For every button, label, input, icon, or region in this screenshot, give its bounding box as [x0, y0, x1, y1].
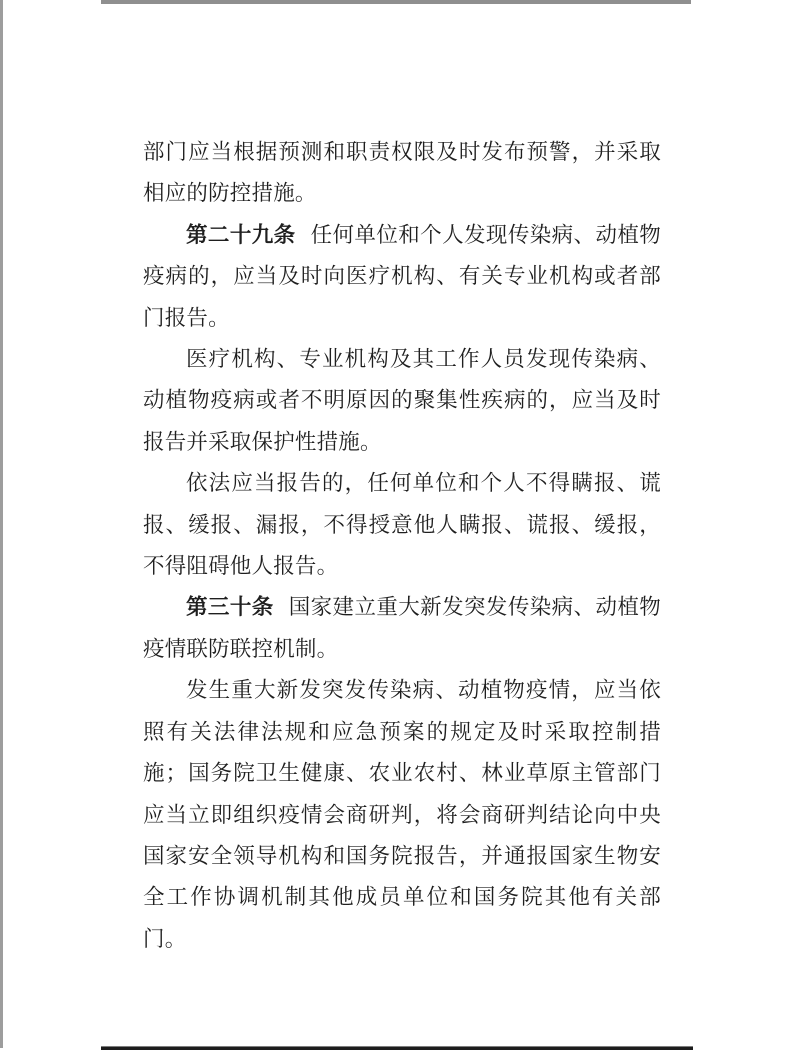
paragraph-text: 医疗机构、专业机构及其工作人员发现传染病、动植物疫病或者不明原因的聚集性疾病的，应当及时报告并采取保护性措施。: [143, 347, 661, 454]
paragraph-text: 发生重大新发突发传染病、动植物疫情，应当依照有关法律法规和应急预案的规定及时采取控制措施；国务院卫生健康、农业农村、林业草原主管部门应当立即组织疫情会商研判，将会商研判结论向中央国家安全领导机构和国务院报告，并通报国家生物安全工作协调机制其他成员单位和国务院其他有关部门。: [143, 678, 661, 951]
paragraph-article30-clause2: [143, 670, 661, 960]
paragraph-text: 部门应当根据预测和职责权限及时发布预警，并采取相应的防控措施。: [143, 140, 661, 206]
article-number: 第三十条: [186, 595, 274, 620]
paragraph-text: 任何单位和个人发现传染病、动植物疫病的，应当及时向医疗机构、有关专业机构或者部门报告。: [143, 222, 661, 330]
viewer-left-edge-line: [0, 0, 3, 1048]
paragraph-article29-clause3: [143, 463, 661, 587]
paragraph-text: 国家建立重大新发突发传染病、动植物疫情联防联控机制。: [143, 595, 661, 661]
article-number: 第二十九条: [186, 222, 296, 247]
previous-page-edge-line: [101, 0, 691, 4]
law-text-block: [143, 132, 661, 960]
paragraph-text: 依法应当报告的，任何单位和个人不得瞒报、谎报、缓报、漏报，不得授意他人瞒报、谎报、缓报，不得阻碍他人报告。: [143, 471, 661, 579]
page-bottom-edge-line: [101, 1046, 693, 1050]
paragraph-article29-clause2: [143, 339, 661, 463]
paragraph-article28-continuation: [143, 132, 661, 215]
paragraph-article30-clause1: [143, 587, 661, 670]
paragraph-article29-clause1: [143, 215, 661, 339]
